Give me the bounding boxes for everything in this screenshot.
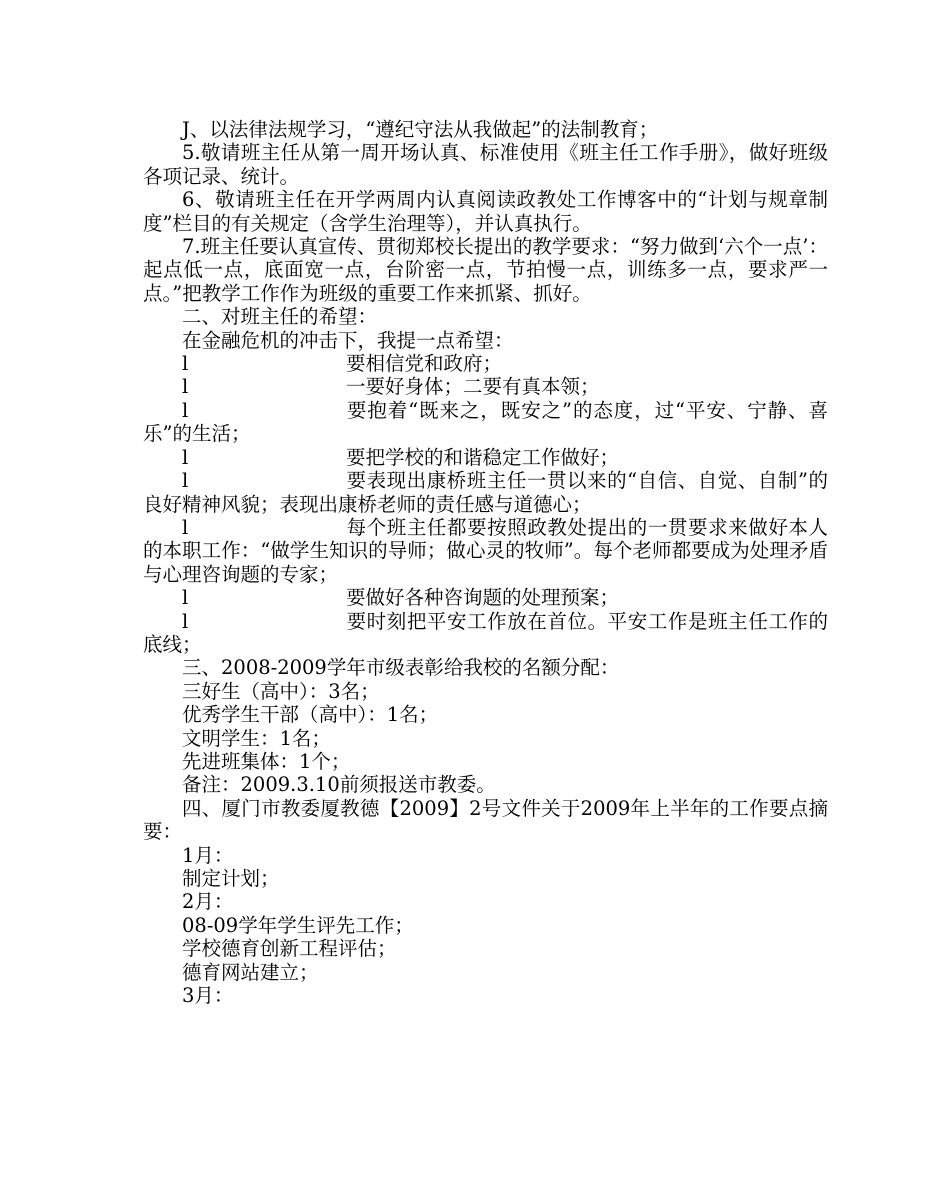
bullet-text: 要把学校的和谐稳定工作做好； [346, 445, 620, 469]
january-item: 制定计划； [182, 867, 280, 890]
bullet-item [143, 469, 828, 516]
bullet-item [143, 516, 828, 586]
quota-line: 先进班集体：1个； [182, 749, 351, 773]
february-item: 学校德育创新工程评估； [182, 937, 397, 961]
bullet-item [143, 610, 828, 657]
quota-line: 文明学生：1名； [182, 726, 331, 750]
bullet-text: 要抱着“既来之，既安之”的态度，过“平安、宁静、喜乐”的生活； [143, 398, 828, 446]
bullet-item [143, 399, 828, 446]
february-item: 08-09学年学生评先工作； [182, 913, 414, 937]
bullet-mark: l [182, 445, 189, 469]
document-body [143, 118, 828, 1007]
month-heading-march: 3月： [182, 984, 234, 1008]
month-heading-january: 1月： [182, 843, 234, 867]
bullet-text: 要表现出康桥班主任一贯以来的“自信、自觉、自制”的良好精神风貌；表现出康桥老师的责任感与道德心； [143, 469, 828, 516]
paragraph-item-7: 7.班主任要认真宣传、贯彻郑校长提出的教学要求：“努力做到‘六个一点’：起点低一点，底面宽一点，台阶密一点，节拍慢一点，训练多一点，要求严一点。”把教学工作作为班级的重要工作来抓紧、抓好。 [143, 235, 828, 305]
section-heading-4: 四、厦门市教委厦教德【2009】2号文件关于2009年上半年的工作要点摘要： [143, 796, 828, 844]
bullet-text: 要做好各种咨询题的处理预案； [346, 586, 620, 610]
section-heading-3: 三、2008-2009学年市级表彰给我校的名额分配： [182, 656, 620, 680]
quota-line: 三好生（高中）：3名； [182, 679, 380, 703]
bullet-mark: l [182, 515, 189, 539]
quota-line: 优秀学生干部（高中）：1名； [182, 703, 439, 727]
bullet-text: 每个班主任都要按照政教处提出的一贯要求来做好本人的本职工作：“做学生知识的导师；做心灵的牧师”。每个老师都要成为处理矛盾与心理咨询题的专家； [143, 515, 828, 586]
bullet-item [143, 352, 828, 375]
paragraph-legal-education: J、以法律法规学习，“遵纪守法从我做起”的法制教育； [182, 118, 659, 141]
bullet-mark: l [182, 398, 189, 422]
bullet-mark: l [182, 352, 189, 376]
bullet-mark: l [182, 586, 189, 610]
quota-note: 备注：2009.3.10前须报送市教委。 [182, 773, 496, 797]
bullet-mark: l [182, 469, 189, 493]
bullet-item [143, 446, 828, 469]
bullet-mark: l [182, 609, 189, 633]
paragraph-item-6: 6、敬请班主任在开学两周内认真阅读政教处工作博客中的“计划与规章制度”栏目的有关规定（含学生治理等），并认真执行。 [143, 188, 828, 235]
february-item: 德育网站建立； [182, 960, 319, 984]
bullet-mark: l [182, 375, 189, 399]
month-heading-february: 2月： [182, 890, 234, 914]
section-heading-2: 二、对班主任的希望： [182, 305, 378, 329]
paragraph-item-5: 5.敬请班主任从第一周开场认真、标准使用《班主任工作手册》，做好班级各项记录、统计。 [143, 141, 828, 188]
bullet-item [143, 586, 828, 609]
bullet-text: 要时刻把平安工作放在首位。平安工作是班主任工作的底线； [143, 609, 828, 656]
bullet-text: 一要好身体；二要有真本领； [346, 375, 600, 399]
bullet-item [143, 375, 828, 398]
paragraph-hope-intro: 在金融危机的冲击下，我提一点希望： [182, 328, 514, 352]
bullet-text: 要相信党和政府； [346, 352, 503, 376]
